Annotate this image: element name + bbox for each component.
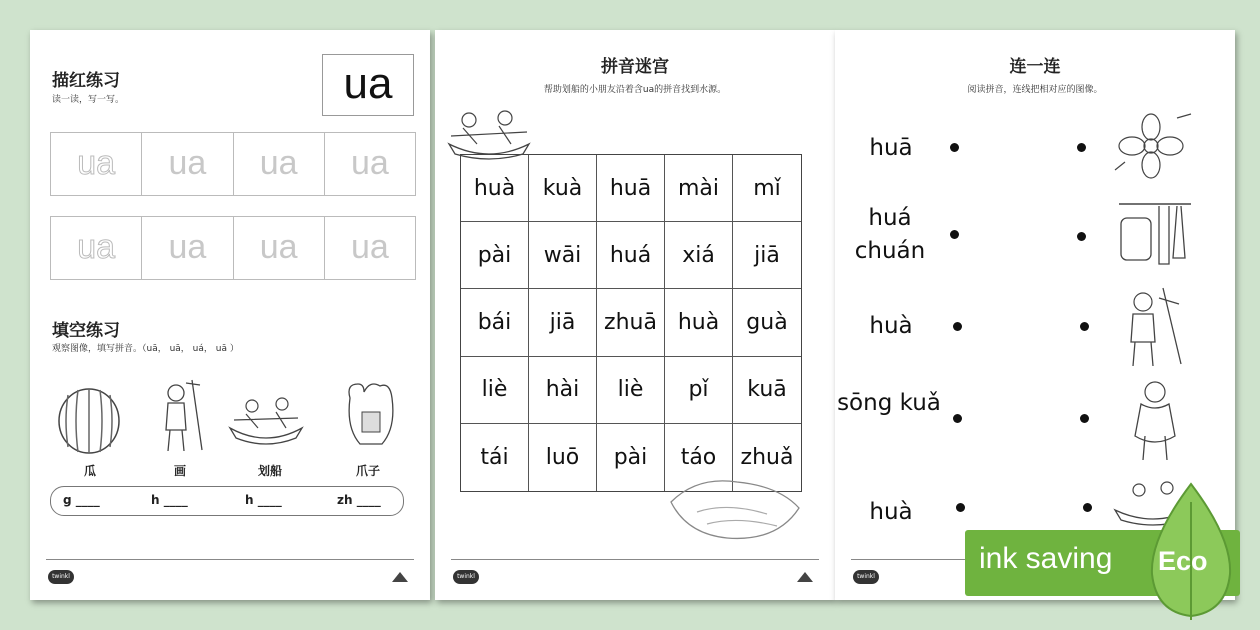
child-painting-icon: [156, 375, 206, 455]
boat-icon: [226, 390, 306, 450]
trace-cell: ua: [142, 133, 233, 195]
answer-blank[interactable]: g ____: [63, 493, 100, 507]
left-dot[interactable]: [953, 322, 962, 331]
left-dot[interactable]: [950, 230, 959, 239]
footer-badge-icon: [390, 570, 410, 584]
flower-icon: [1111, 110, 1195, 180]
left-dot[interactable]: [953, 414, 962, 423]
worksheet-tracing: [30, 30, 430, 600]
twinkl-logo: twinkl: [853, 570, 879, 584]
maze-cell[interactable]: huà: [461, 155, 529, 222]
maze-cell[interactable]: kuā: [733, 357, 801, 424]
maze-cell[interactable]: luō: [529, 424, 597, 491]
maze-cell[interactable]: pài: [461, 222, 529, 289]
painting-child-icon: [1121, 284, 1185, 370]
maze-cell[interactable]: mài: [665, 155, 733, 222]
worksheet-maze: [435, 30, 835, 600]
pinyin-word: huà: [869, 499, 913, 525]
picture-label: 爪子: [356, 464, 381, 478]
claw-icon: [342, 378, 400, 450]
trace-cell: ua: [234, 217, 325, 279]
maze-cell[interactable]: mǐ: [733, 155, 801, 222]
footer-divider: [46, 559, 414, 560]
right-dot[interactable]: [1080, 414, 1089, 423]
maze-cell[interactable]: jiā: [733, 222, 801, 289]
maze-cell[interactable]: huá: [597, 222, 665, 289]
answer-blank[interactable]: h ____: [245, 493, 282, 507]
maze-cell[interactable]: zhuǎ: [740, 444, 794, 470]
trace-cell: ua: [350, 228, 389, 266]
maze-cell[interactable]: tái: [461, 424, 529, 491]
maze-cell[interactable]: pài: [597, 424, 665, 491]
pinyin-maze: [460, 154, 802, 492]
right-dot[interactable]: [1077, 232, 1086, 241]
left-dot[interactable]: [950, 143, 959, 152]
maze-cell[interactable]: guà: [733, 289, 801, 356]
section-title: 填空练习: [52, 321, 120, 341]
backpack-clothes-icon: [1115, 198, 1195, 268]
maze-cell[interactable]: zhuā: [597, 289, 665, 356]
answer-bar: [50, 486, 404, 516]
pinyin-word: huà: [869, 313, 913, 339]
page-subtitle: 阅读拼音，连线把相对应的图像。: [967, 85, 1103, 95]
maze-cell[interactable]: liè: [597, 357, 665, 424]
page-title: 连一连: [1009, 57, 1061, 77]
watermelon-icon: [56, 385, 122, 455]
page-title: 拼音迷宫: [601, 57, 669, 77]
maze-cell[interactable]: huā: [597, 155, 665, 222]
trace-cell: ua: [350, 144, 389, 182]
twinkl-logo: twinkl: [453, 570, 479, 584]
footer-divider: [451, 559, 819, 560]
picture-label: 划船: [258, 464, 283, 478]
picture-label: 画: [174, 464, 187, 478]
maze-cell[interactable]: jiā: [529, 289, 597, 356]
right-dot[interactable]: [1083, 503, 1092, 512]
maze-cell[interactable]: táo: [665, 424, 733, 491]
page-title: 描红练习: [52, 71, 120, 91]
twinkl-logo: twinkl: [48, 570, 74, 584]
trace-row: [50, 132, 416, 196]
maze-cell[interactable]: pǐ: [665, 357, 733, 424]
trace-cell: ua: [234, 133, 325, 195]
answer-blank[interactable]: h ____: [151, 493, 188, 507]
trace-cell: ua: [51, 217, 142, 279]
water-icon: [667, 472, 807, 546]
eco-label: Eco: [1158, 546, 1208, 576]
picture-label: 瓜: [84, 464, 97, 478]
section-subtitle: 观察图像，填写拼音。（uā， uā， uá， uā ）: [52, 344, 239, 354]
answer-blank[interactable]: zh ____: [337, 493, 381, 507]
maze-cell[interactable]: bái: [461, 289, 529, 356]
trace-row: [50, 216, 416, 280]
letter-box: ua: [322, 54, 414, 116]
pinyin-word: huā: [869, 135, 913, 161]
footer-badge-icon: [795, 570, 815, 584]
ink-saving-label: ink saving: [979, 542, 1113, 575]
maze-cell[interactable]: liè: [461, 357, 529, 424]
maze-cell[interactable]: kuà: [529, 155, 597, 222]
trace-cell: ua: [51, 133, 142, 195]
pinyin-word: huá chuán: [854, 205, 926, 264]
page-subtitle: 帮助划船的小朋友沿着含ua的拼音找到水源。: [543, 85, 727, 95]
maze-cell[interactable]: hài: [529, 357, 597, 424]
page-subtitle: 读一读，写一写。: [52, 95, 125, 105]
trace-cell: ua: [142, 217, 233, 279]
maze-cell[interactable]: wāi: [529, 222, 597, 289]
right-dot[interactable]: [1077, 143, 1086, 152]
left-dot[interactable]: [956, 503, 965, 512]
right-dot[interactable]: [1080, 322, 1089, 331]
boat-children-icon: [443, 102, 535, 162]
dressing-child-icon: [1125, 376, 1185, 462]
maze-cell[interactable]: huà: [665, 289, 733, 356]
pinyin-word: sōng kuǎ: [837, 390, 941, 416]
maze-cell[interactable]: xiá: [665, 222, 733, 289]
